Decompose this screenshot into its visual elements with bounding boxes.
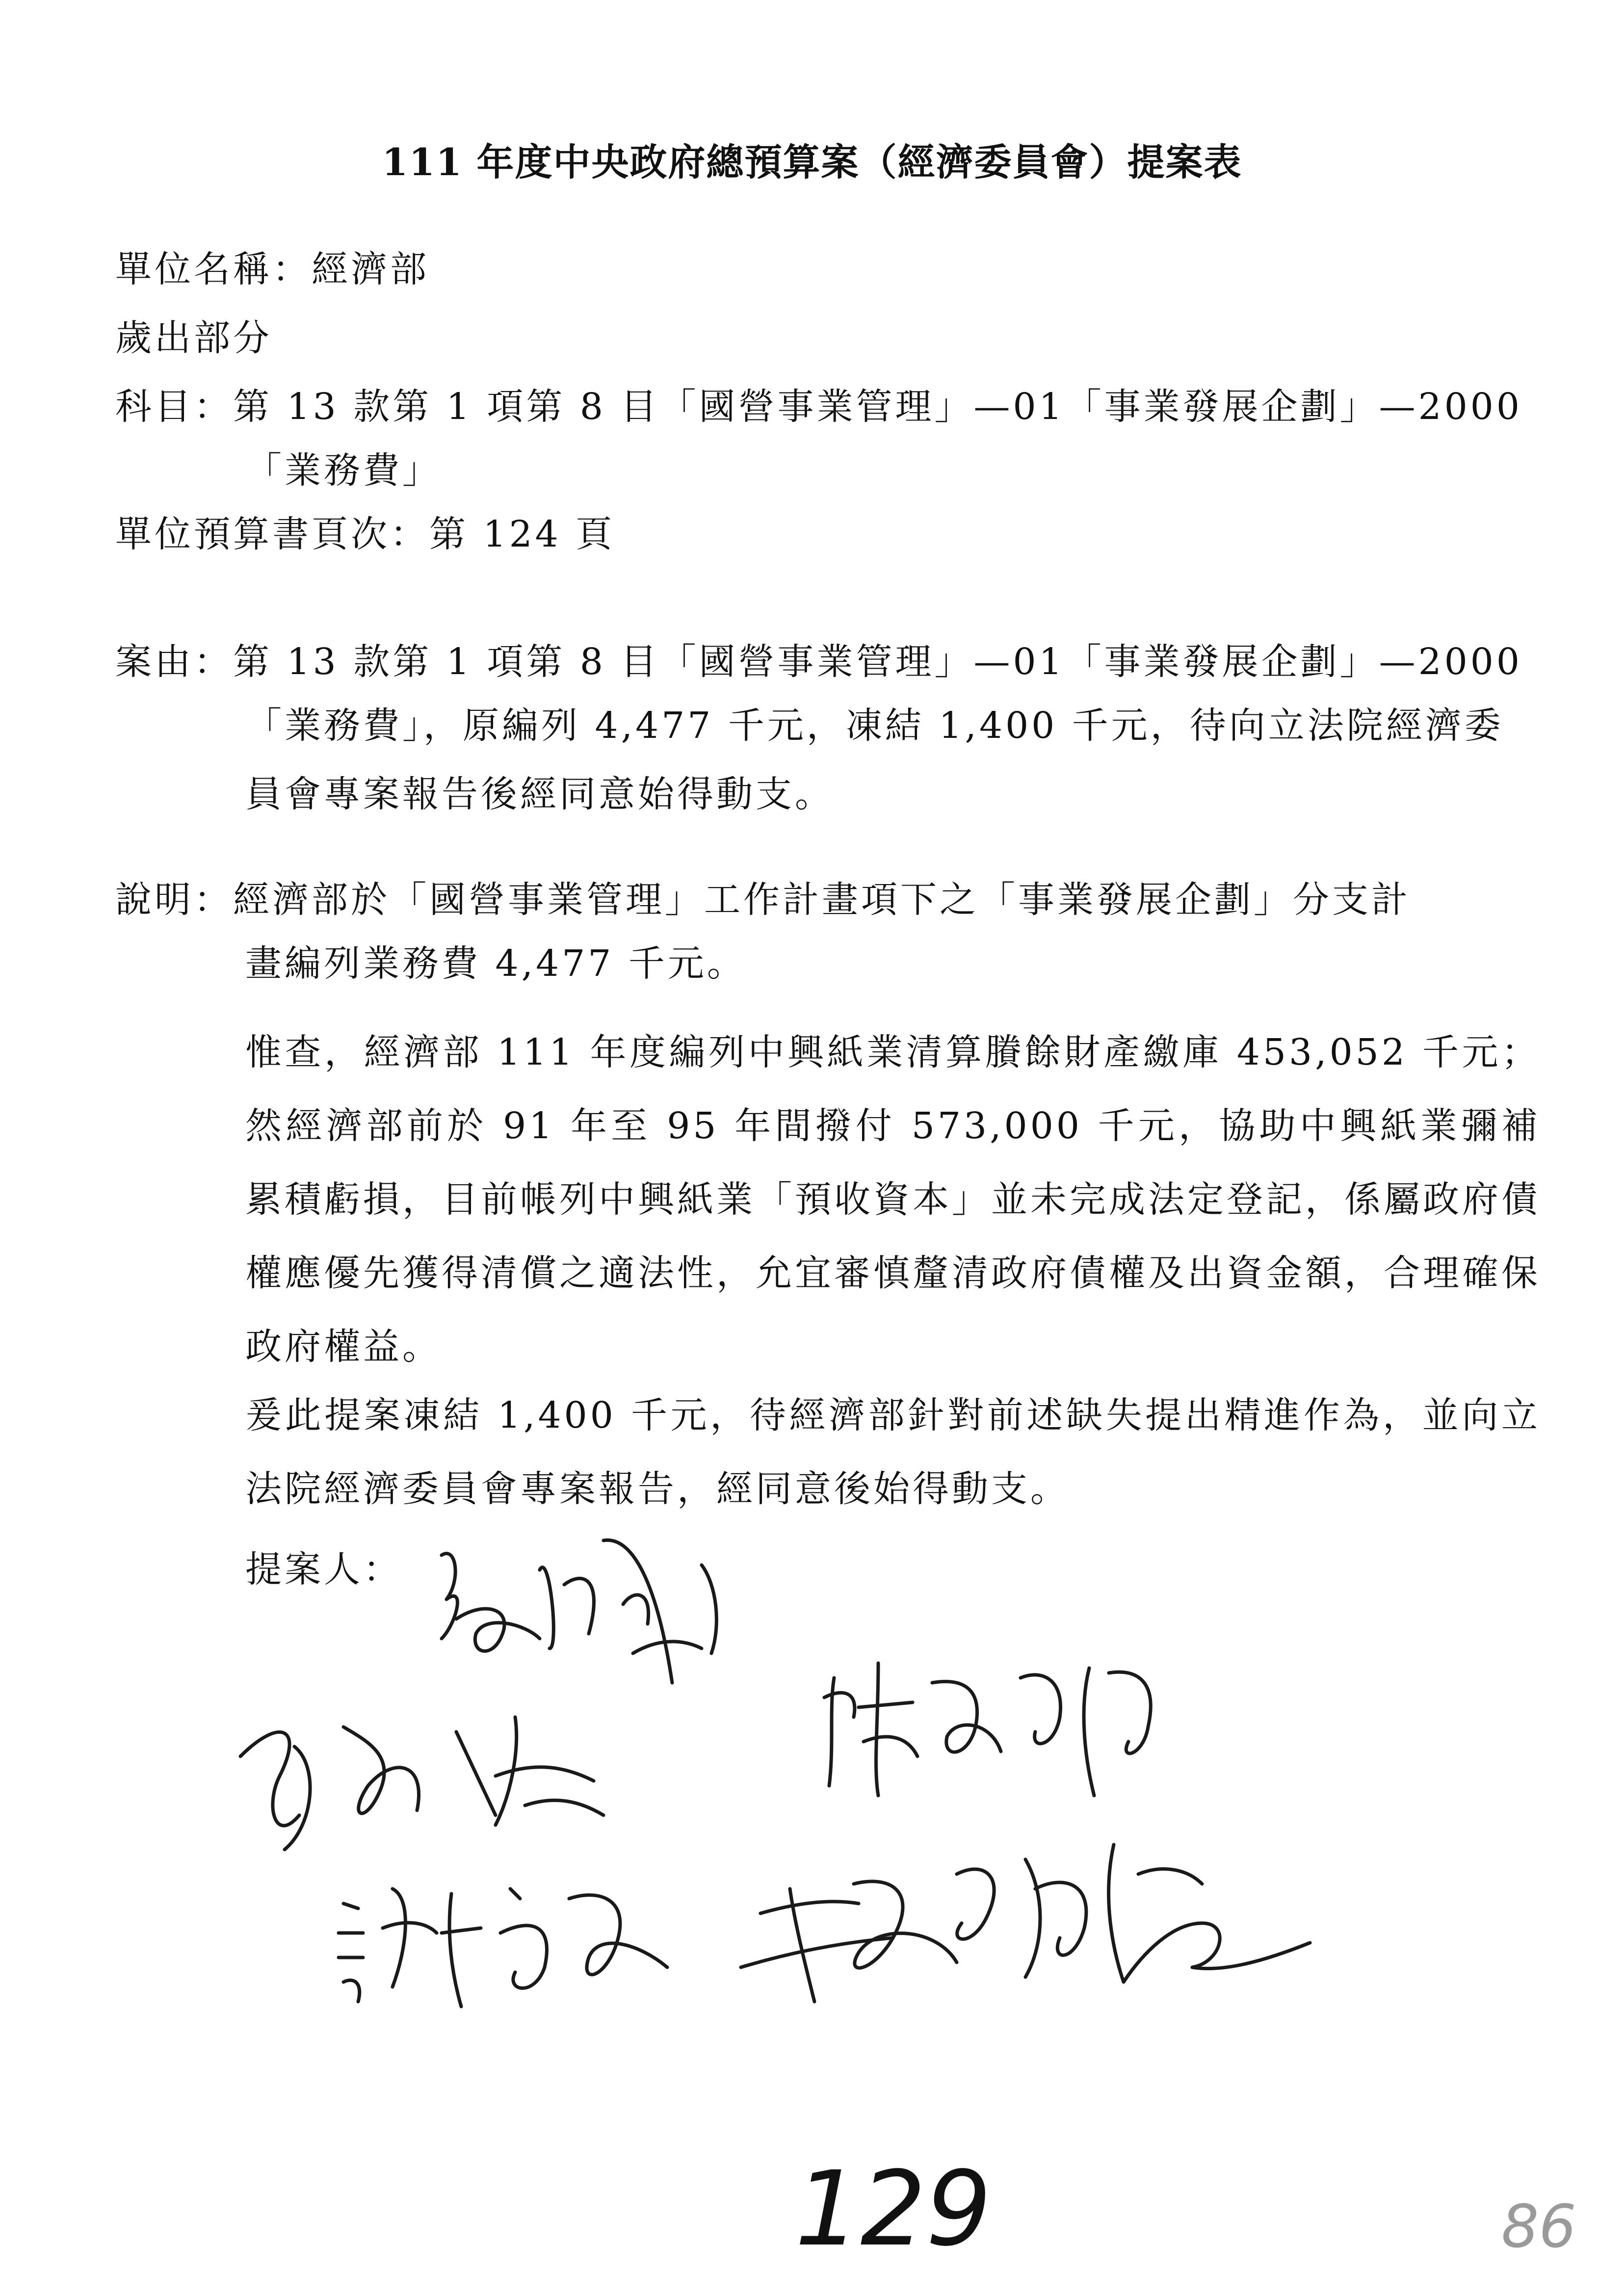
signature-3	[814, 1648, 1168, 1810]
signature-1	[427, 1526, 741, 1702]
signature-4	[324, 1859, 697, 2021]
proposer-label: 提案人：	[245, 1548, 402, 1591]
subject-line-2: 「業務費」	[245, 449, 442, 492]
explanation-paragraph-1: 惟查，經濟部 111 年度編列中興紙業清算賸餘財產繳庫 453,052 千元；然經濟部前於 91 年至 95 年間撥付 573,000 千元，協助中興紙業彌補累積虧損，目前帳列中興紙業「預收資本」並未完成法定登記，係屬政府債權應優先獲得清償之適法性，允宜審慎釐清政府債權及出資金額，合理確保政府權益。	[245, 1031, 1541, 1368]
signature-5	[731, 1815, 1320, 2021]
document-title: 111 年度中央政府總預算案（經濟委員會）提案表	[382, 140, 1242, 184]
case-line-1: 案由：第 13 款第 1 項第 8 目「國營事業管理」—01「事業發展企劃」—2000	[115, 641, 1522, 683]
explain-line-2: 畫編列業務費 4,477 千元。	[245, 942, 746, 985]
page-ref-line: 單位預算書頁次：第 124 頁	[115, 513, 615, 555]
page-stamp-number: 86	[1501, 2193, 1576, 2261]
subject-line-1: 科目：第 13 款第 1 項第 8 目「國營事業管理」—01「事業發展企劃」—2000	[115, 386, 1522, 428]
case-line-2: 「業務費」，原編列 4,477 千元，凍結 1,400 千元，待向立法院經濟委	[245, 704, 1504, 747]
explanation-paragraph-2: 爰此提案凍結 1,400 千元，待經濟部針對前述缺失提出精進作為，並向立法院經濟委員會專案報告，經同意後始得動支。	[245, 1394, 1541, 1510]
case-line-3: 員會專案報告後經同意始得動支。	[245, 773, 834, 815]
handwritten-page-number: 129	[795, 2149, 992, 2269]
explain-line-1: 說明：經濟部於「國營事業管理」工作計畫項下之「事業發展企劃」分支計	[115, 879, 1411, 921]
unit-line: 單位名稱：經濟部	[115, 248, 429, 290]
signature-2	[221, 1697, 623, 1864]
section-line: 歲出部分	[115, 317, 272, 359]
